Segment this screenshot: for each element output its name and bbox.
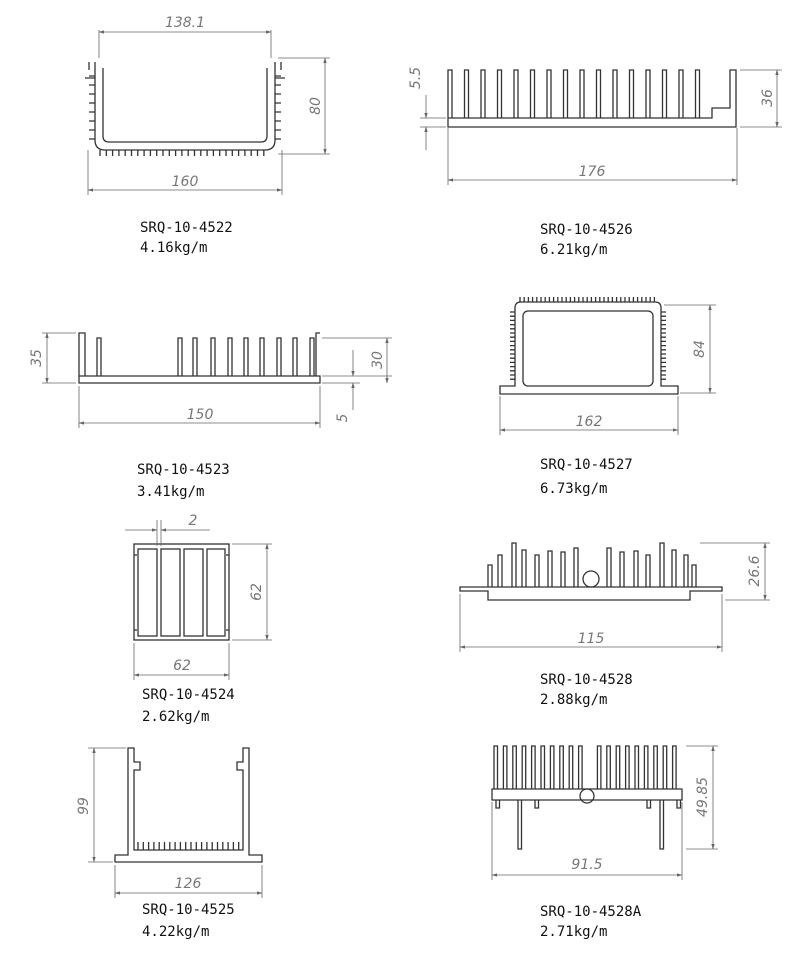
dim-label: 138.1	[164, 15, 206, 31]
profile-weight: 6.21kg/m	[540, 242, 608, 258]
profile-code: SRQ-10-4522	[140, 220, 233, 236]
dim-label: 91.5	[571, 857, 603, 873]
dim-label: 176	[578, 164, 606, 180]
profile-outline	[85, 62, 285, 156]
dim-label: 84	[692, 340, 708, 358]
dim-label: 162	[575, 414, 603, 430]
dim-label: 62	[173, 658, 191, 674]
dim-label: 62	[249, 583, 265, 601]
drawing-srq-10-4528a	[492, 746, 718, 880]
profile-weight: 4.22kg/m	[142, 924, 210, 940]
dim-label: 115	[577, 631, 605, 647]
profile-weight: 2.88kg/m	[540, 692, 608, 708]
dim-label: 99	[76, 797, 92, 815]
profile-code: SRQ-10-4523	[137, 462, 230, 478]
profile-weight: 2.71kg/m	[540, 924, 608, 940]
profile-outline	[115, 748, 262, 862]
drawing-srq-10-4526	[408, 67, 782, 185]
drawing-srq-10-4522	[85, 15, 330, 195]
dim-label: 80	[308, 97, 324, 115]
dim-label: 36	[760, 89, 776, 107]
drawing-srq-10-4527	[500, 297, 716, 435]
dim-label: 2	[188, 513, 198, 529]
profile-weight: 3.41kg/m	[137, 484, 205, 500]
dimensions	[125, 513, 272, 680]
profile-outline	[492, 746, 682, 849]
dimensions	[460, 543, 770, 652]
dim-label: 5	[335, 413, 351, 423]
dim-label: 26.6	[747, 555, 763, 587]
dimensions	[88, 15, 330, 195]
dim-label: 35	[29, 349, 45, 367]
profile-outline	[500, 297, 678, 394]
dimensions	[76, 748, 262, 898]
dim-label: 150	[186, 407, 214, 423]
drawing-srq-10-4524	[125, 513, 272, 680]
dim-label: 49.85	[695, 776, 711, 818]
dim-label: 160	[171, 174, 199, 190]
drawing-srq-10-4525	[76, 748, 262, 898]
profile-outline	[460, 543, 722, 600]
profile-code: SRQ-10-4525	[142, 902, 235, 918]
dim-label: 126	[174, 876, 202, 892]
profile-code: SRQ-10-4524	[142, 687, 235, 703]
profile-weight: 6.73kg/m	[540, 481, 608, 497]
profile-code: SRQ-10-4526	[540, 222, 633, 238]
dim-label: 30	[370, 351, 386, 369]
dim-label: 5.5	[408, 66, 424, 90]
profile-code: SRQ-10-4528	[540, 672, 633, 688]
profile-weight: 2.62kg/m	[142, 709, 210, 725]
drawing-srq-10-4523	[29, 333, 392, 428]
profile-outline	[448, 70, 736, 127]
profile-outline	[79, 333, 320, 383]
dimensions	[500, 305, 716, 435]
profile-outline	[134, 544, 229, 640]
drawing-srq-10-4528	[460, 543, 770, 652]
profile-weight: 4.16kg/m	[140, 240, 208, 256]
profile-code: SRQ-10-4528A	[540, 904, 642, 920]
profile-code: SRQ-10-4527	[540, 457, 633, 473]
